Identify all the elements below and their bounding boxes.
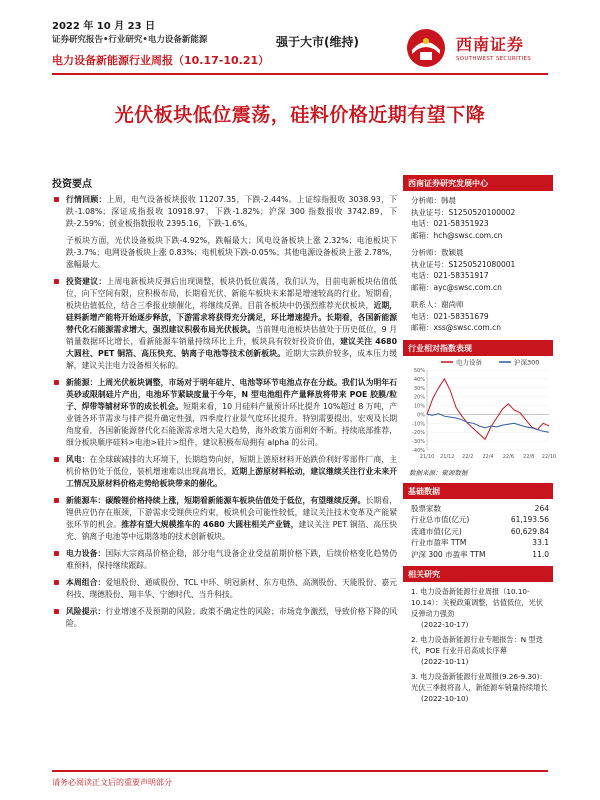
related-report-title: 1. 电力设备新能源行业周报（10.10-10.14）：关税政策调整，估值低位，光伏反弹动力强劲 [411,587,543,618]
chart-source: 数据来源：聚源数据 [409,468,468,477]
related-report-link[interactable] [411,634,549,667]
risk-warning [52,606,397,630]
x-tick-label: 22/6 [502,453,514,460]
sub-sector-text: 子板块方面，光伏设备板块下跌-4.92%，跌幅最大；风电设备板块上涨 2.32%；电池板块下跌-3.7%；电网设备板块上涨 0.83%；电机板块下跌-0.05%；其他电源设备板块上涨 2.78%，涨幅最大。 [66,236,397,269]
related-research-list [403,582,553,704]
sidebar [403,175,557,708]
report-date: 2022 年 10 月 23 日 [52,21,156,32]
chart-heading: 行业相对指数表现 [403,340,553,356]
investment-strong-1: 近期，硅料新增产能将开始逐步释放，下游需求将获得充分满足，环比增速提升。长期看，各国新能源替代化石能源需求增大，强烈建议积极布局光伏板块。 [66,301,398,334]
basic-data-value: 61,193.56 [510,515,549,524]
investment-summary [52,175,397,635]
series-line-csi300 [427,413,549,432]
basic-data-row [411,537,549,549]
investment-text-1: 上周电新板块反弹后出现调整，板块仍低位震荡，我们认为，目前电新板块估值低位，向下空间有限，应积极布局，长期看光伏、新能车板块未来都是增速较高的行业。短期看，板块估值低位，结合三季报业绩催化，将继续反弹。目前各板块中仍强烈推荐光伏板块， [66,277,398,310]
analyst2-name: 分析师：敖颖晨 [411,248,464,257]
basic-data-label: 行业市盈率 TTM [411,538,467,547]
analyst1-name: 分析师：韩晨 [411,196,456,205]
analyst2-tel: 电话：021-58351917 [411,271,489,280]
basic-data-label: 股票家数 [411,503,441,513]
key-stocks-text: 爱旭股份、通威股份、TCL 中环、明冠新材、东方电热、高测股份、天能股份、嘉元科技、璞德股份、翔丰华、宁德时代、当升科技。 [66,578,397,599]
x-tick-label: 22/8 [523,453,535,460]
analyst1-email: 邮箱：hch@swsc.com.cn [411,230,503,240]
new-energy-text-1: 上周光伏板块调整，市场对于明年硅片、电池等环节电池点存在分歧。 [97,378,342,387]
key-stocks [52,577,397,601]
ev-text-2: 建议关注 PET 铜箔、高压快充、钠离子电池等中远期落地的技术创新板块。 [66,520,397,541]
y-tick-label: -40% [412,447,425,454]
related-report-date: (2022-10-11) [421,657,469,666]
y-tick-label: 40% [413,376,425,383]
logo-text-en: SOUTHWEST SECURITIES [456,56,532,62]
y-tick-label: 20% [413,394,425,401]
footer-disclaimer: 请务必阅读正文后的重要声明部分 [52,777,172,787]
investment-advice [52,276,397,372]
footer [52,770,548,788]
new-energy-lead: 新能源： [66,378,98,387]
wind-lead: 风电： [66,455,90,464]
chart-svg [403,356,557,466]
series-title: 电力设备新能源行业周报（10.17-10.21） [52,54,270,67]
wind-strong: 近期上游原材料松动，建议继续关注行业未来开工情况及原材料价格走势给板块带来的催化。 [66,467,398,488]
related-report-title: 2. 电力设备新能源行业专题报告：N 型迭代，POE 行业开启高成长序幕 [411,635,543,655]
y-tick-label: 0% [417,411,425,418]
related-report-date: (2022-10-17) [421,620,469,629]
relative-index-chart [403,340,557,477]
report-title: 光伏板块低位震荡，硅料价格近期有望下降 [114,104,486,126]
wind-text: 在全球碳减排的大环境下，长期趋势向好，短期上游原材料开始跌价利好零部件厂商，主机价格仍处于低位，装机增速难以出现高增长， [66,455,398,476]
report-type: 证券研究报告•行业研究•电力设备新能源 [52,35,208,45]
sub-sector-review [52,235,397,271]
basic-data-row [411,503,549,515]
ev-strong-2: 推荐有望大规模推车的 4680 大圆柱相关产业链， [121,520,299,529]
y-tick-label: -30% [412,438,425,445]
related-report-title: 3. 电力设备新能源行业周报(9.26-9.30)：光伏三季报将喜人，新能源车销量持续增长 [411,672,548,692]
investment-text-2: 当前锂电池板块估值处于历史低位，9 月销量数据环比增长，看新能源车销量持续环比上升，板块具有较好投资价值， [66,325,398,346]
logo-emblem-icon [406,28,446,68]
x-tick-label: 21/12 [440,453,455,460]
footer-rule [52,770,548,772]
investment-text-3: 近期大宗跌价较多，成本压力缓解，建议关注电力设备相关标的。 [66,349,398,370]
contact-email: 邮箱：xss@swsc.com.cn [411,323,501,332]
market-review-lead: 行情回顾： [66,195,107,204]
new-energy [52,377,397,449]
investment-lead: 投资建议： [66,277,107,286]
basic-data-table [403,499,553,561]
y-tick-label: 50% [413,367,425,374]
power-equipment [52,548,397,572]
x-tick-label: 22/4 [482,453,494,460]
report-header [0,0,600,80]
basic-data-heading: 基础数据 [403,483,553,499]
related-research-heading: 相关研究 [403,566,553,582]
basic-data-row [411,549,549,561]
new-energy-text-2: 短期来看，10 月硅料产量预计环比提升 10%超过 8 万吨，产业链各环节需求与排产提升确定性强，四季度行业景气度环比提升。特别需要提出，宏观及长期角度看，各国新能源替代化石能源需求增大是大趋势，海外政策方面利好不断。持续底部推荐，细分板块顺序硅料>电池>硅片>组件，建议积极布局拥有 alpha 的公司。 [66,402,398,447]
contact-tel: 电话：021-58351679 [411,311,489,321]
new-energy-strong-1: 我们认为明年石英砂或限制硅片产出，电池环节紧缺度量于今年，N 型电池组件产量释放将带来 POE 胶膜/粒子、焊带等辅材环节的成长机会。 [66,378,398,411]
y-tick-label: 30% [413,385,425,392]
power-equipment-text: 国际大宗商品价格企稳，部分电气设备企业受益前期价格下跌，后续价格变化趋势仍难预料，保持继续跟踪。 [66,549,398,570]
basic-data-row [411,526,549,538]
company-logo [406,28,556,72]
legend-label: 沪深300 [514,358,540,366]
basic-data-label: 沪深 300 市盈率 TTM [411,549,486,559]
analyst2-cert: 执业证号：S1250521080001 [411,259,516,269]
related-report-date: (2022-10-10) [421,694,469,703]
related-report-link[interactable] [411,586,549,630]
risk-text: 行业增速不及预期的风险；政策不确定性的风险；市场竞争激烈，导致价格下降的风险。 [66,607,398,628]
key-stocks-lead: 本周组合： [66,578,106,587]
legend-label: 电力设备 [456,358,482,366]
related-report-link[interactable] [411,671,549,704]
analyst1-tel: 电话：021-58351923 [411,219,489,228]
research-team-heading: 西南证券研究发展中心 [403,175,553,191]
basic-data-value: 33.1 [532,538,549,547]
x-tick-label: 21/10 [419,453,435,460]
basic-data-label: 行业总市值(亿元) [411,515,470,524]
basic-data-row [411,514,549,526]
investment-strong-2: 建议关注 4680 大圆柱、PET 铜箔、高压快充、钠离子电池等技术创新板块。 [66,337,398,358]
basic-data-value: 264 [534,503,549,513]
header-rule [52,73,548,75]
y-tick-label: -20% [412,429,425,436]
ev-text-1: 长期看，锂供应仍存在瓶颈，下游需求受锂供应约束，板块机会可能性较低，建议关注技术变革及产能紧张环节的机会。 [66,496,398,529]
basic-data-label: 流通市值(亿元) [411,526,462,536]
analyst1-cert: 执业证号：S1250520100002 [411,207,516,217]
basic-data-value: 11.0 [532,549,549,559]
ev-strong-1: 碳酸锂价格持续上涨，短期看新能源车板块估值处于低位，有望继续反弹。 [105,496,366,505]
y-tick-label: -10% [412,420,425,427]
market-review-text: 上周，电气设备板块报收 11207.35，下跌-2.44%。上证综指报收 3038.93，下跌-1.08%；深证成指报收 10918.97，下跌-1.82%；沪深 300 指数报收 3742.89，下跌-2.59%；创业板指数报收 2395.16，下跌-1.6%。 [66,195,397,228]
market-review [52,194,397,230]
logo-text-cn: 西南证券 [456,35,525,54]
rating: 强于大市(维持) [276,35,359,49]
ev-sector [52,495,397,543]
analyst-contacts [403,191,553,334]
x-tick-label: 22/2 [462,453,474,460]
contact-name: 联系人：谢尚师 [411,300,464,309]
wind-power [52,454,397,490]
risk-lead: 风险提示： [66,607,106,616]
y-tick-label: 10% [413,403,425,410]
analyst2-email: 邮箱：ayc@swsc.com.cn [411,282,502,292]
ev-lead: 新能源车： [66,496,106,505]
power-equipment-lead: 电力设备： [66,549,106,558]
basic-data-value: 60,629.84 [510,526,549,536]
summary-heading: 投资要点 [52,179,92,190]
x-tick-label: 22/10 [541,453,557,460]
